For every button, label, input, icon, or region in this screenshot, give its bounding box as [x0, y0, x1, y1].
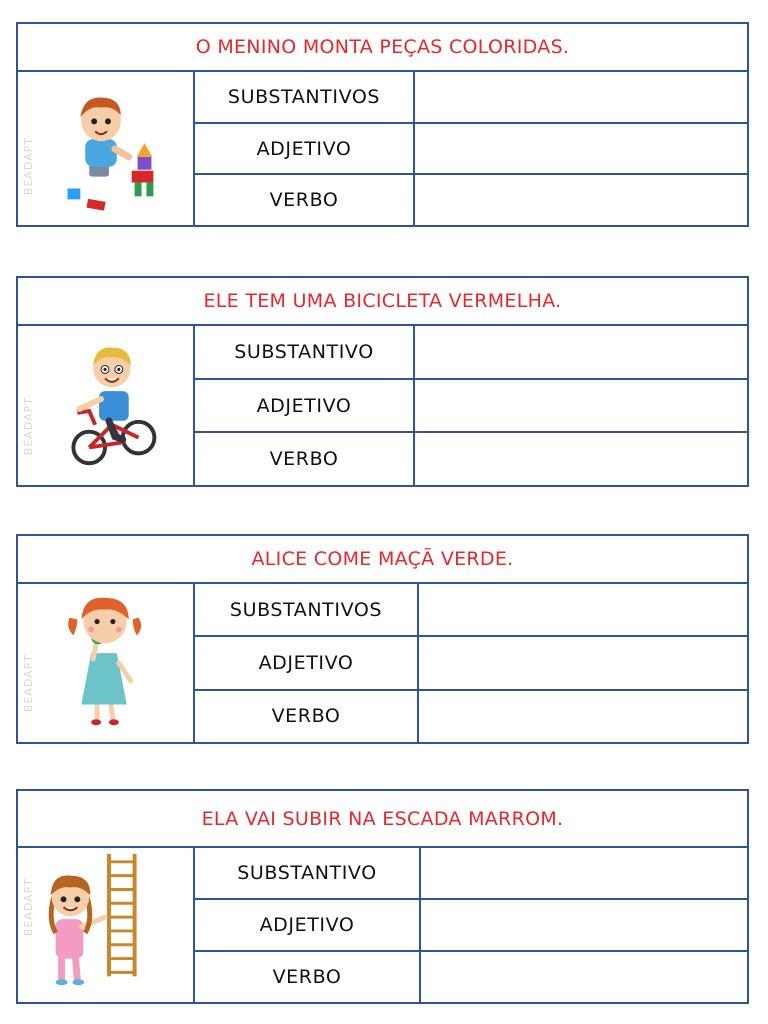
- answer-cell[interactable]: [415, 175, 747, 225]
- label-verbo: VERBO: [195, 691, 419, 742]
- row-verb: [195, 175, 747, 225]
- picture-cell-1: [18, 72, 195, 225]
- row-verb: [195, 433, 747, 485]
- picture-cell-4: [18, 848, 195, 1002]
- row-adjective: [195, 124, 747, 176]
- boy-on-bicycle-icon: [18, 326, 193, 485]
- sentence-1: O MENINO MONTA PEÇAS COLORIDAS.: [18, 24, 747, 72]
- label-substantivos: SUBSTANTIVOS: [195, 584, 419, 635]
- row-adjective: [195, 380, 747, 434]
- label-substantivo: SUBSTANTIVO: [195, 848, 421, 898]
- exercise-card-2: [16, 276, 749, 487]
- label-verbo: VERBO: [195, 175, 415, 225]
- row-nouns: [195, 584, 747, 637]
- exercise-card-1: [16, 22, 749, 227]
- row-nouns: [195, 326, 747, 380]
- row-adjective: [195, 637, 747, 690]
- watermark: BÉADAPT: [22, 878, 35, 937]
- label-substantivos: SUBSTANTIVOS: [195, 72, 415, 122]
- watermark: BÉADAPT: [22, 396, 35, 455]
- answer-cell[interactable]: [415, 433, 747, 485]
- exercise-card-4: [16, 789, 749, 1004]
- answer-cell[interactable]: [415, 124, 747, 174]
- row-verb: [195, 952, 747, 1002]
- label-adjetivo: ADJETIVO: [195, 637, 419, 688]
- row-nouns: [195, 72, 747, 124]
- boy-building-blocks-icon: [18, 72, 193, 225]
- row-adjective: [195, 900, 747, 952]
- girl-with-ladder-icon: [18, 848, 193, 1002]
- row-nouns: [195, 848, 747, 900]
- label-verbo: VERBO: [195, 952, 421, 1002]
- picture-cell-3: [18, 584, 195, 742]
- sentence-4: ELA VAI SUBIR NA ESCADA MARROM.: [18, 791, 747, 848]
- watermark: BÉADAPT: [22, 136, 35, 195]
- answer-cell[interactable]: [415, 72, 747, 122]
- row-verb: [195, 691, 747, 742]
- sentence-2: ELE TEM UMA BICICLETA VERMELHA.: [18, 278, 747, 326]
- answer-cell[interactable]: [419, 584, 747, 635]
- answer-cell[interactable]: [421, 848, 747, 898]
- label-substantivo: SUBSTANTIVO: [195, 326, 415, 378]
- answer-cell[interactable]: [415, 326, 747, 378]
- girl-eating-apple-icon: [18, 584, 193, 742]
- answer-cell[interactable]: [415, 380, 747, 432]
- label-adjetivo: ADJETIVO: [195, 380, 415, 432]
- answer-cell[interactable]: [421, 900, 747, 950]
- answer-cell[interactable]: [419, 691, 747, 742]
- picture-cell-2: [18, 326, 195, 485]
- label-adjetivo: ADJETIVO: [195, 900, 421, 950]
- label-adjetivo: ADJETIVO: [195, 124, 415, 174]
- answer-cell[interactable]: [419, 637, 747, 688]
- exercise-card-3: [16, 534, 749, 744]
- watermark: BÉADAPT: [22, 653, 35, 712]
- label-verbo: VERBO: [195, 433, 415, 485]
- sentence-3: ALICE COME MAÇÃ VERDE.: [18, 536, 747, 584]
- answer-cell[interactable]: [421, 952, 747, 1002]
